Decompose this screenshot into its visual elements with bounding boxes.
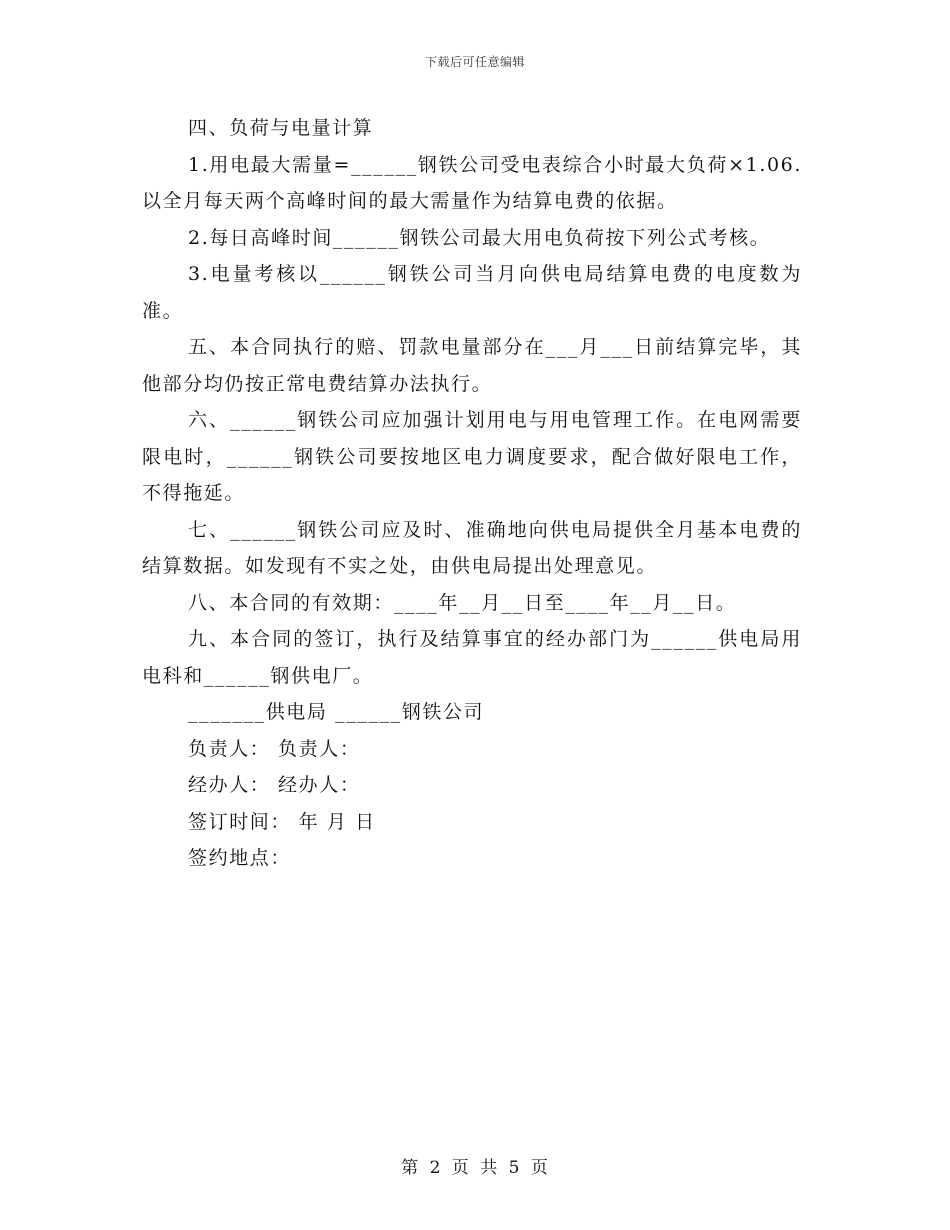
signature-place: 签约地点： xyxy=(188,847,292,869)
paragraph-peak-time: 2.每日高峰时间______钢铁公司最大用电负荷按下列公式考核。 xyxy=(188,226,771,249)
document-body xyxy=(142,110,802,877)
paragraph-section-6: 六、______钢铁公司应加强计划用电与用电管理工作。在电网需要限电时，______钢铁公司要按地区电力调度要求，配合做好限电工作，不得拖延。 xyxy=(142,409,802,504)
signature-parties: _______供电局 ______钢铁公司 xyxy=(188,701,485,723)
paragraph-section-8: 八、本合同的有效期：____年__月__日至____年__月__日。 xyxy=(188,591,737,614)
paragraph-section-9: 九、本合同的签订，执行及结算事宜的经办部门为______供电局用电科和______钢供电厂。 xyxy=(142,628,802,687)
paragraph-section-5: 五、本合同执行的赔、罚款电量部分在___月___日前结算完毕，其他部分均仍按正常电费结算办法执行。 xyxy=(142,336,802,395)
signature-date: 签订时间： 年 月 日 xyxy=(188,810,376,833)
page-number: 第 2 页 共 5 页 xyxy=(401,1158,549,1178)
paragraph-section-7: 七、______钢铁公司应及时、准确地向供电局提供全月基本电费的结算数据。如发现有不实之处，由供电局提出处理意见。 xyxy=(142,518,802,577)
paragraph-energy-assessment: 3.电量考核以______钢铁公司当月向供电局结算电费的电度数为准。 xyxy=(142,263,802,322)
page-header: 下载后可任意编辑 xyxy=(424,55,525,69)
signature-responsible: 负责人： 负责人： xyxy=(188,737,361,760)
signature-handler: 经办人： 经办人： xyxy=(188,774,361,796)
section-heading-4: 四、负荷与电量计算 xyxy=(188,117,374,139)
paragraph-max-demand: 1.用电最大需量=______钢铁公司受电表综合小时最大负荷×1.06.以全月每天两个高峰时间的最大需量作为结算电费的依据。 xyxy=(142,153,802,212)
